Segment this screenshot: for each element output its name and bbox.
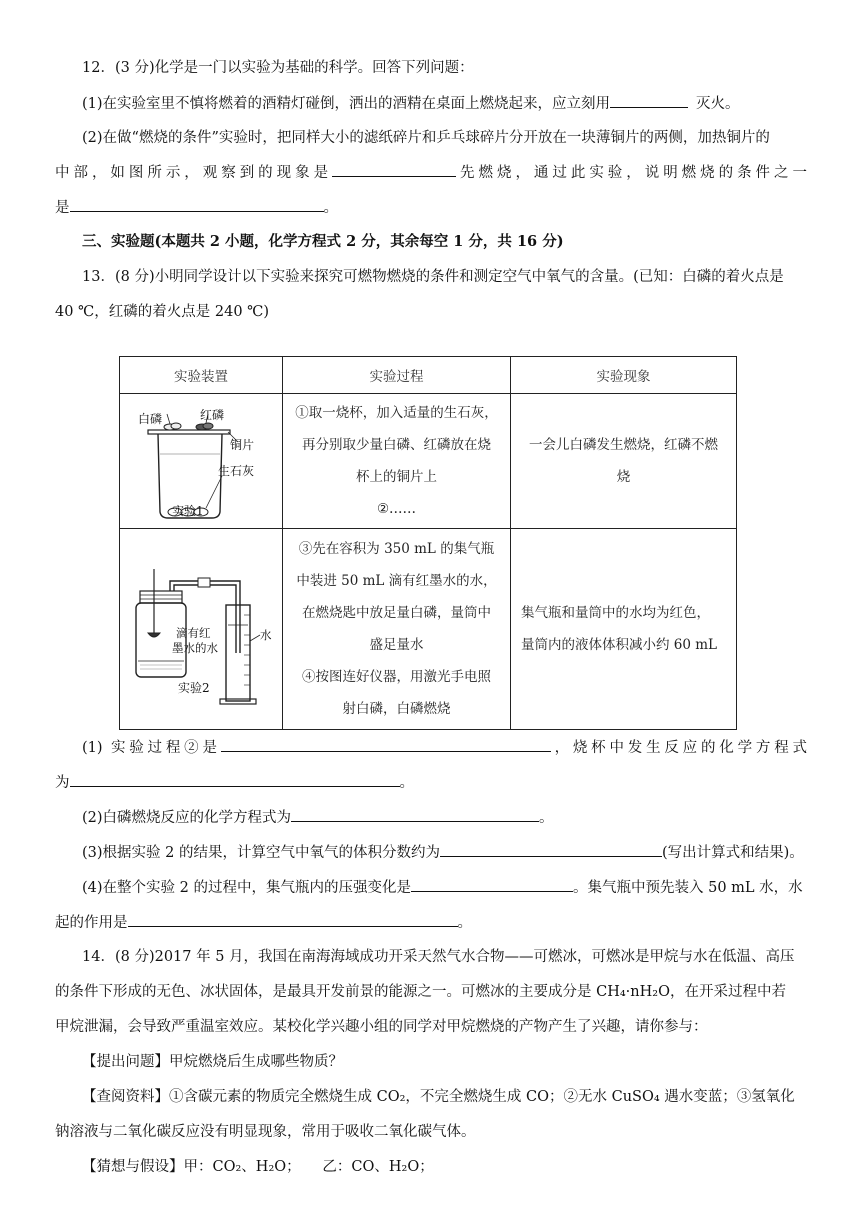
q13-sub2-text: (2)白磷燃烧反应的化学方程式为 [82,810,292,826]
table-header: 实验过程 [283,357,511,394]
q13-sub1-line1 [82,737,807,758]
q12-part1-tail: 灭火。 [696,96,740,112]
label-red-water-2: 墨水的水 [172,641,218,655]
observation-2 [511,529,737,730]
answer-blank[interactable] [221,737,551,752]
q13-sub2 [82,807,554,828]
process-line: ③先在容积为 350 mL 的集气瓶 [298,541,495,557]
q13-heading-cont: 40 ℃，红磷的着火点是 240 ℃) [55,304,270,320]
q13-sub4-role: 起的作用是 [55,915,128,931]
q13-sub4-text: (4)在整个实验 2 的过程中，集气瓶内的压强变化是 [82,880,411,896]
q13-sub3 [82,842,804,863]
figure-caption: 实验1 [172,504,204,518]
observation-line: 集气瓶和量筒中的水均为红色， [521,605,710,621]
q14-references-cont: 钠溶液与二氧化碳反应没有明显现象，常用于吸收二氧化碳气体。 [55,1124,476,1140]
q14-references: 【查阅资料】①含碳元素的物质完全燃烧生成 CO₂，不完全燃烧生成 CO；②无水 CuSO₄ 遇水变蓝；③氢氧化 [82,1089,795,1105]
q13-sub1-for: 为 [55,775,70,791]
experiment-table [119,356,737,730]
label-copper: 铜片 [230,438,255,452]
process-line: 中装进 50 mL 滴有红墨水的水， [296,573,497,589]
figure-caption: 实验2 [178,681,210,695]
q14-hypothesis: 【猜想与假设】甲：CO₂、H₂O； 乙：CO、H₂O； [82,1159,434,1175]
q13-sub2-end: 。 [539,810,554,826]
q13-sub4-line2 [55,912,472,933]
answer-blank[interactable] [411,877,573,892]
process-line: 射白磷，白磷燃烧 [342,701,451,717]
process-line: 在燃烧匙中放足量白磷，量筒中 [302,605,491,621]
q13-sub1-line2 [55,772,414,793]
q12-part2-text2: 先燃烧，通过此实验，说明燃烧的条件之一 [456,165,808,181]
q13-sub4-end: 。 [457,915,472,931]
observation-line: 一会儿白磷发生燃烧，红磷不燃 [529,437,718,453]
q13-sub4-line1 [82,877,803,898]
answer-blank[interactable] [128,912,458,927]
q12-part1-text: (1)在实验室里不慎将燃着的酒精灯碰倒，洒出的酒精在桌面上燃烧起来，应立刻用 [82,96,611,112]
answer-blank[interactable] [291,807,539,822]
observation-line: 量筒内的液体体积减小约 60 mL [521,637,718,653]
q14-line: 14．(8 分)2017 年 5 月，我国在南海海域成功开采天然气水合物——可燃冰，可燃冰是甲烷与水在低温、高压 [82,949,795,965]
q14-question: 【提出问题】甲烷燃烧后生成哪些物质？ [82,1054,343,1070]
process-line: 盛足量水 [369,637,424,653]
apparatus-2 [120,529,283,730]
q12-part2-line2 [55,162,807,183]
q14-line: 甲烷泄漏，会导致严重温室效应。某校化学兴趣小组的同学对甲烷燃烧的产物产生了兴趣，请你参与： [55,1019,708,1035]
q12-part2-is: 是 [55,200,70,216]
q13-sub3-text: (3)根据实验 2 的结果，计算空气中氧气的体积分数约为 [82,845,440,861]
table-header: 实验装置 [120,357,283,394]
answer-blank[interactable] [70,197,324,212]
process-2 [283,529,511,730]
q12-part2-line3 [55,197,338,218]
process-1 [283,394,511,529]
section-heading: 三、实验题(本题共 2 小题，化学方程式 2 分，其余每空 1 分，共 16 分) [82,233,564,250]
q12-part2-end: 。 [323,200,338,216]
q14-line: 的条件下形成的无色、冰状固体，是最具开发前景的能源之一。可燃冰的主要成分是 CH₄·nH₂O，在开采过程中若 [55,984,786,1000]
answer-blank[interactable] [70,772,400,787]
process-line: ②…… [376,501,417,517]
observation-1 [511,394,737,529]
q12-part2-text: 中部，如图所示，观察到的现象是 [55,165,333,181]
apparatus-1 [120,394,283,529]
label-red-phosphorus: 红磷 [200,408,225,422]
q13-heading: 13．(8 分)小明同学设计以下实验来探究可燃物燃烧的条件和测定空气中氧气的含量。(已知：白磷的着火点是 [82,269,784,285]
answer-blank[interactable] [610,93,688,108]
answer-blank[interactable] [440,842,662,857]
q13-sub1-text: (1) 实验过程②是 [82,740,221,756]
label-white-phosphorus: 白磷 [138,412,163,426]
q12-part1 [82,93,740,114]
label-quicklime: 生石灰 [218,464,255,478]
q13-sub3-end: (写出计算式和结果)。 [661,845,804,861]
label-water: 水 [260,628,272,642]
q13-sub4-text2: 。集气瓶中预先装入 50 mL 水，水 [572,880,803,896]
q13-sub1-text2: ，烧杯中发生反应的化学方程式 [550,740,807,756]
q12-heading: 12．(3 分)化学是一门以实验为基础的科学。回答下列问题： [82,60,474,76]
process-line: ④按图连好仪器，用激光手电照 [302,669,491,685]
label-red-water-1: 滴有红 [176,626,211,640]
table-header: 实验现象 [511,357,737,394]
observation-line: 烧 [616,469,631,485]
q13-sub1-end: 。 [399,775,414,791]
answer-blank[interactable] [332,162,456,177]
process-line: ①取一烧杯，加入适量的生石灰， [295,405,498,421]
process-line: 再分别取少量白磷、红磷放在烧 [302,437,491,453]
q12-part2-line1: (2)在做“燃烧的条件”实验时，把同样大小的滤纸碎片和乒乓球碎片分开放在一块薄铜片的两侧，加热铜片的 [82,130,770,146]
process-line: 杯上的铜片上 [356,469,437,485]
